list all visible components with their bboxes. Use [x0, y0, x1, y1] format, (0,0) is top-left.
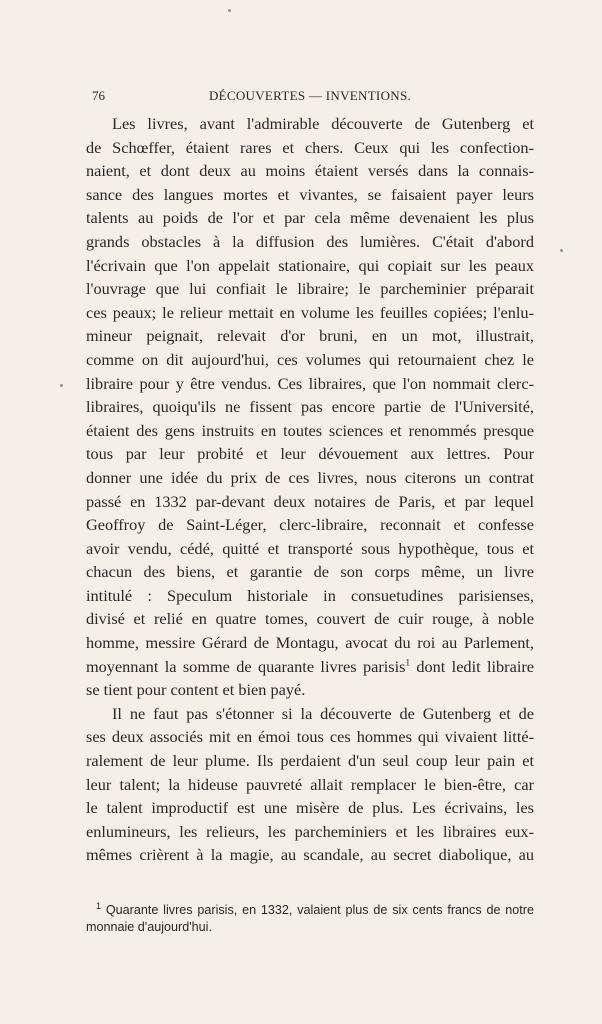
- text-line: mêmes crièrent à la magie, au scandale, au secret diabolique, au: [86, 845, 534, 865]
- footnote-line: [86, 902, 534, 919]
- text-line: l'ouvrage que lui confiait le libraire; le parcheminier préparait: [86, 279, 534, 299]
- text-line: ralement de leur plume. Ils perdaient d'un seul coup leur pain et: [86, 751, 534, 771]
- text-line: tous par leur probité et leur dévouement aux lettres. Pour: [86, 444, 534, 464]
- text-segment: dont ledit libraire: [409, 656, 535, 676]
- footnote-marker: 1: [96, 900, 102, 911]
- text-line: comme on dit aujourd'hui, ces volumes qui retournaient chez le: [86, 349, 534, 369]
- paper-speck: [228, 9, 231, 12]
- footnote-reference[interactable]: 1: [405, 657, 410, 668]
- footnote: [86, 902, 534, 936]
- text-line-with-footnote: [86, 655, 534, 679]
- text-line: le talent improductif est une misère de plus. Les écrivains, les: [86, 798, 534, 818]
- text-line: naient, et dont deux au moins étaient versés dans la connais-: [86, 161, 534, 181]
- footnote-line: monnaie d'aujourd'hui.: [86, 920, 212, 934]
- text-segment: moyennant la somme de quarante livres parisis: [86, 656, 406, 676]
- text-line: divisé et relié en quatre tomes, couvert de cuir rouge, à noble: [86, 609, 534, 629]
- text-line: Il ne faut pas s'étonner si la découverte de Gutenberg et de: [112, 703, 534, 723]
- text-line: avoir vendu, cédé, quitté et transporté sous hypothèque, tous et: [86, 538, 534, 558]
- page-number: 76: [92, 88, 105, 103]
- text-line: leur talent; la hideuse pauvreté allait remplacer le bien-être, car: [86, 774, 534, 794]
- text-line: libraires, quoiqu'ils ne fissent pas encore partie de l'Université,: [86, 397, 534, 417]
- text-line: Les livres, avant l'admirable découverte de Gutenberg et: [112, 114, 534, 133]
- text-line: donner une idée du prix de ces livres, nous citerons un contrat: [86, 467, 534, 487]
- text-line: grands obstacles à la diffusion des lumières. C'était d'abord: [86, 231, 534, 251]
- text-line: enlumineurs, les relieurs, les parcheminiers et les libraires eux-: [86, 821, 534, 841]
- paper-speck: [60, 384, 63, 387]
- text-line: talents au poids de l'or et par cela même devenaient les plus: [86, 208, 534, 228]
- text-line: Geoffroy de Saint-Léger, clerc-libraire, reconnait et confesse: [86, 515, 534, 535]
- text-line: se tient pour content et bien payé.: [86, 680, 306, 700]
- text-line: sance des langues mortes et vivantes, se faisaient payer leurs: [86, 184, 534, 204]
- running-head-title: DÉCOUVERTES — INVENTIONS.: [208, 88, 412, 103]
- running-head: [86, 88, 534, 106]
- text-line: de Schœffer, étaient rares et chers. Ceux qui les confection-: [86, 137, 534, 157]
- text-line: homme, messire Gérard de Montagu, avocat du roi au Parlement,: [86, 633, 534, 653]
- paper-speck: [560, 249, 563, 252]
- text-line: ces peaux; le relieur mettait en volume les feuilles copiées; l'enlu-: [86, 302, 534, 322]
- text-line: passé en 1332 par-devant deux notaires de Paris, et par lequel: [86, 491, 534, 511]
- text-line: intitulé : Speculum historiale in consuetudines parisienses,: [86, 585, 534, 605]
- text-line: ses deux associés mit en émoi tous ces hommes qui vivaient litté-: [86, 727, 534, 747]
- text-line: l'écrivain que l'on appelait stationaire, qui copiait sur les peaux: [86, 255, 534, 275]
- text-line: mineur peignait, relevait d'or bruni, en un mot, illustrait,: [86, 326, 534, 346]
- text-line: chacun des biens, et garantie de son corps même, un livre: [86, 562, 534, 582]
- body-text: [86, 112, 534, 867]
- text-line: étaient des gens instruits en toutes sciences et renommés presque: [86, 420, 534, 440]
- footnote-text: Quarante livres parisis, en 1332, valaient plus de six cents francs de notre: [105, 903, 534, 917]
- text-line: libraire pour y être vendus. Ces libraires, que l'on nommait clerc-: [86, 373, 534, 393]
